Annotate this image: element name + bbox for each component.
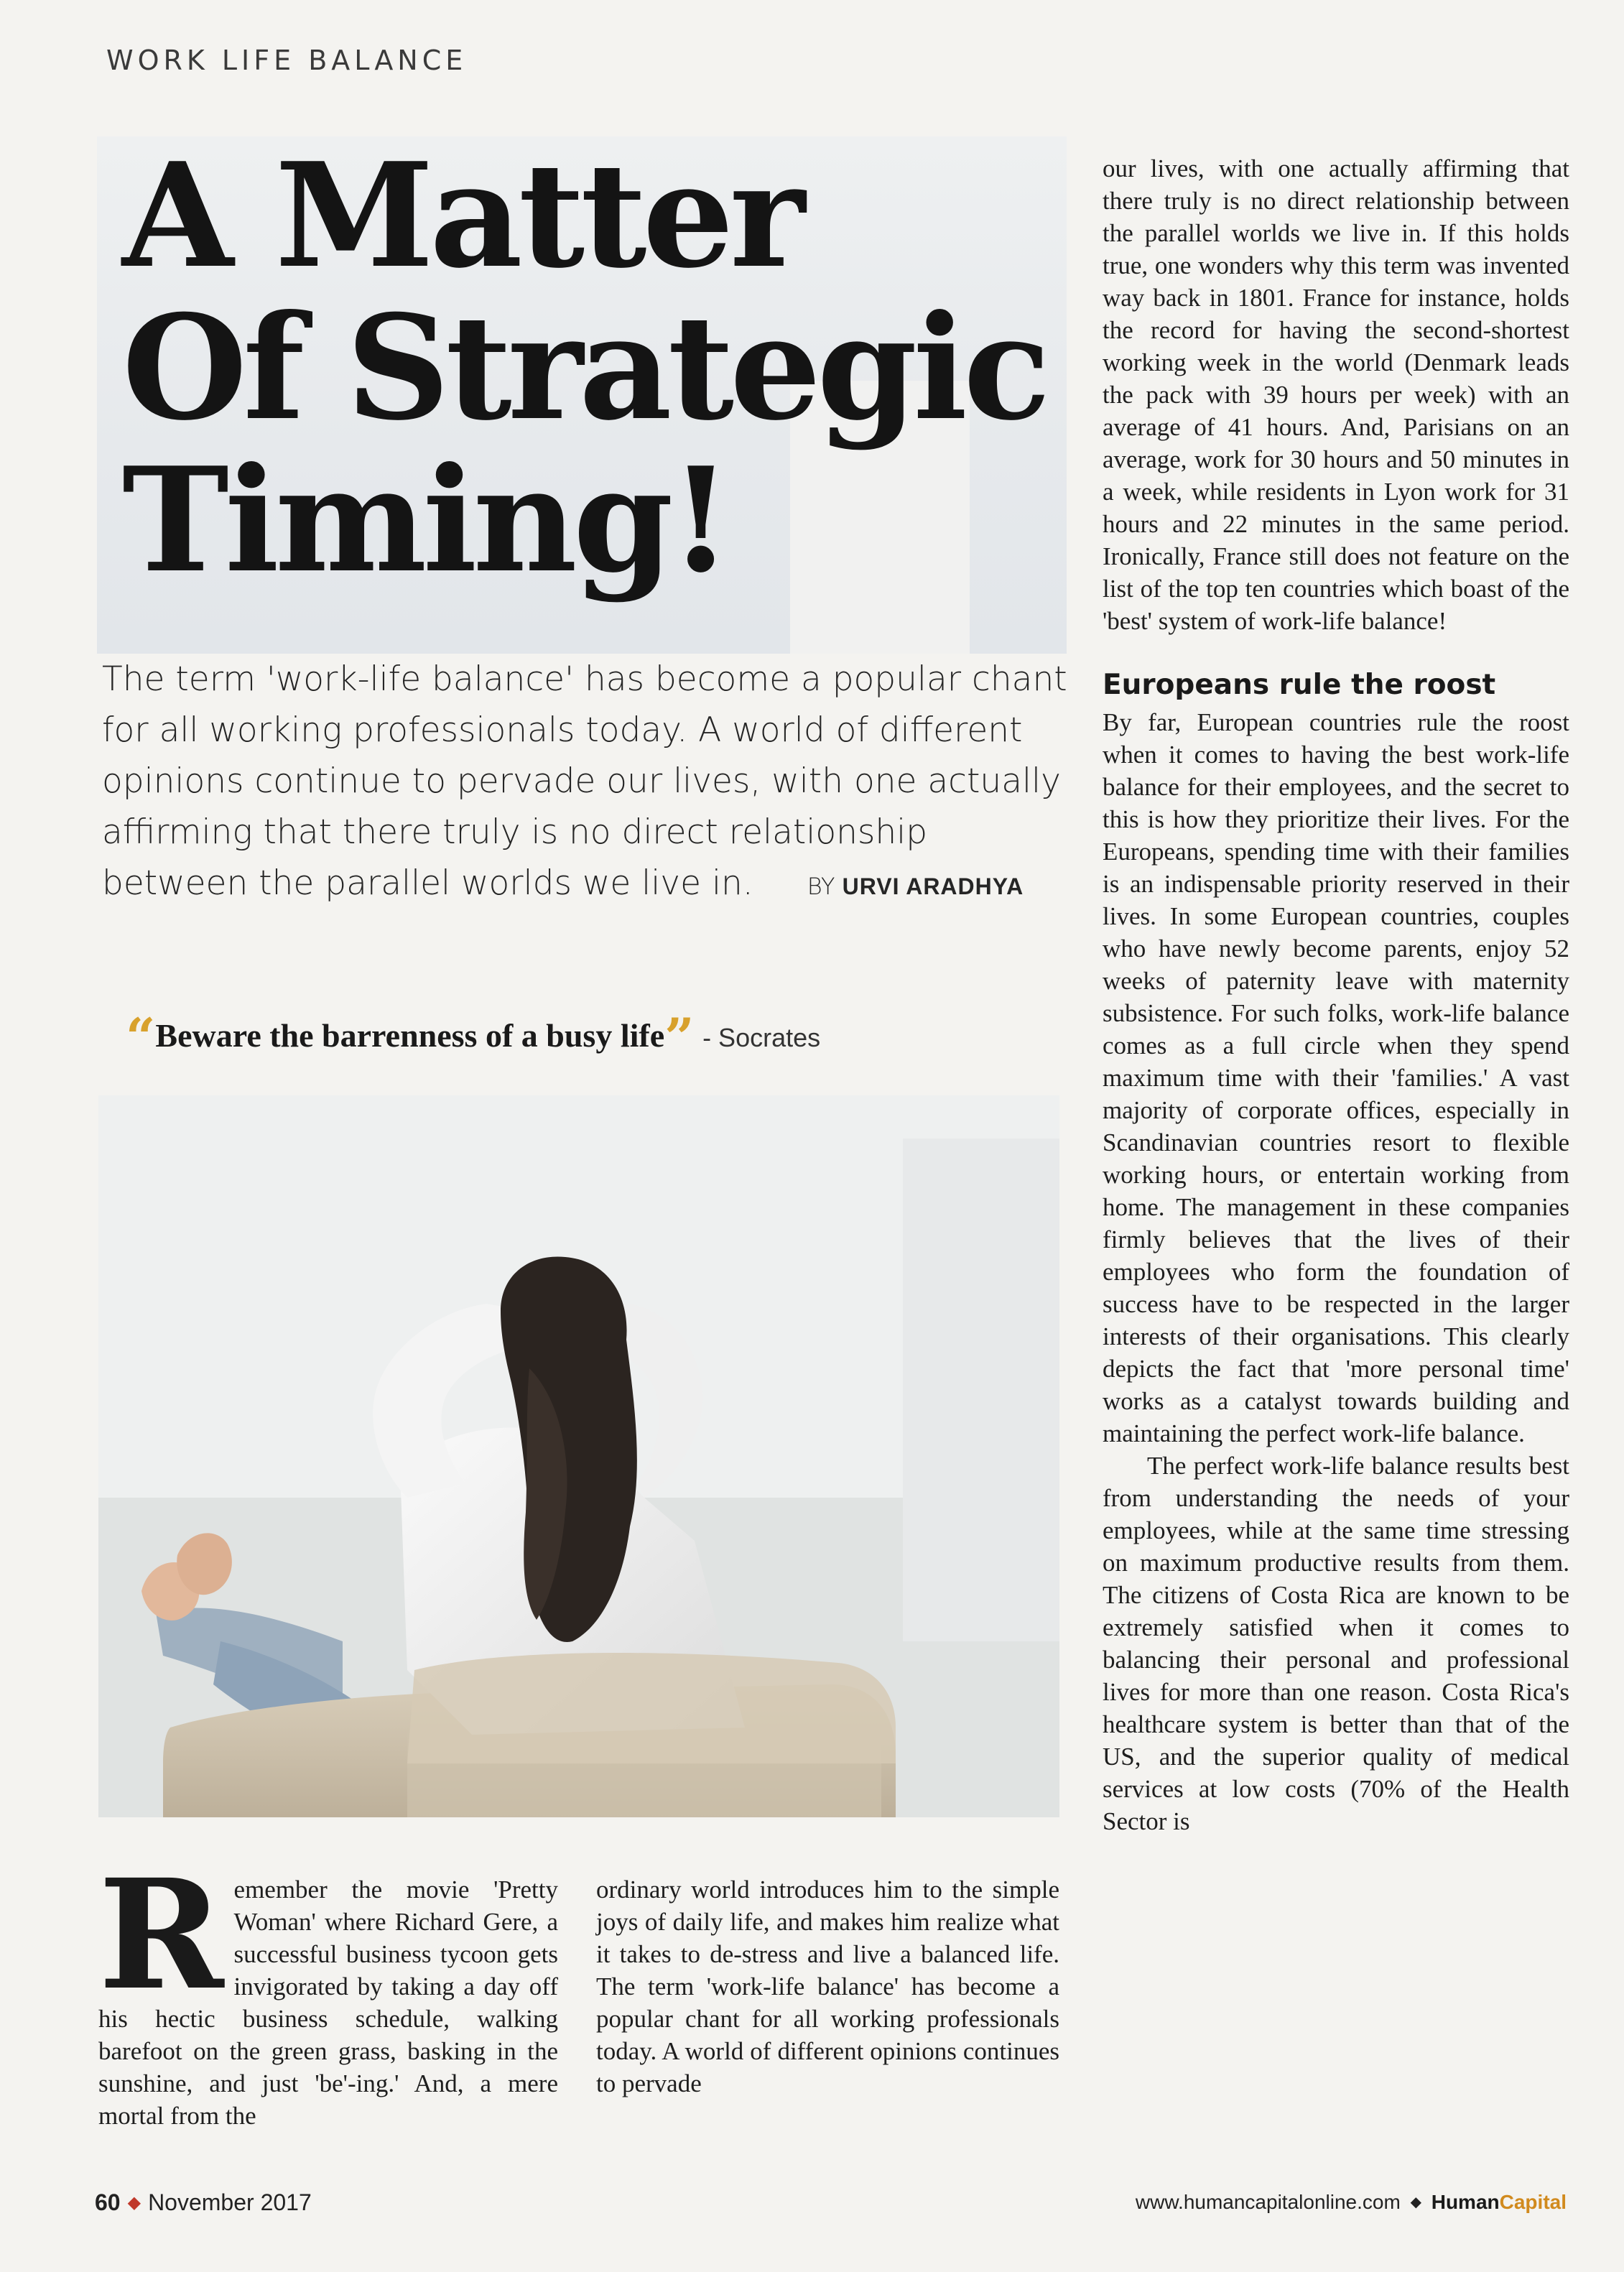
column-1-text: emember the movie 'Pretty Woman' where Richard Gere, a successful business tycoon gets invigorated by taking a day off his hectic business schedule, walking barefoot on the green grass, basking in the sunshine, and just 'be'-ing.' And, a mere mortal from the bbox=[98, 1875, 558, 2130]
pull-quote bbox=[126, 1006, 1081, 1067]
folio bbox=[95, 2189, 312, 2216]
title-line-2: Of Strategic bbox=[122, 284, 1047, 453]
drop-cap: R bbox=[98, 1846, 224, 2023]
brand-logo-part-2: Capital bbox=[1499, 2191, 1567, 2213]
article-column-2 bbox=[596, 1873, 1059, 2100]
lede-text: The term 'work-life balance' has become a popular chant for all working professionals today. A world of different opinions continue to pervade our lives, with one actually affirming that there truly is no direct relationship between the parallel worlds we live in. bbox=[102, 659, 1067, 903]
title-line-1: A Matter bbox=[122, 131, 802, 300]
lede bbox=[102, 654, 1072, 912]
footer-brand bbox=[1136, 2191, 1567, 2214]
diamond-icon: ◆ bbox=[127, 2193, 141, 2212]
section-label: WORK LIFE BALANCE bbox=[106, 45, 468, 76]
column-3-paragraph-1: our lives, with one actually affirming that there truly is no direct relationship between the parallel worlds we live in. If this holds true, one wonders why this term was invented way back in 1801. France for instance, holds the record for having the second-shortest working week in the world (Denmark leads the pack with 39 hours per week) with an average of 41 hours. And, Parisians on an average, work for 30 hours and 50 minutes in a week, while residents in Lyon work for 31 hours and 22 minutes in the same period. Ironically, France still does not feature on the list of the top ten countries which boast of the 'best' system of work-life balance! bbox=[1103, 154, 1569, 635]
woman-relaxing-illustration bbox=[98, 1095, 1059, 1817]
byline bbox=[807, 873, 1024, 900]
article-column-3 bbox=[1103, 152, 1569, 1837]
subheading: Europeans rule the roost bbox=[1103, 669, 1496, 701]
quote-text: Beware the barrenness of a busy life bbox=[155, 1017, 665, 1054]
issue-date: November 2017 bbox=[148, 2189, 312, 2215]
quote-attribution: - Socrates bbox=[702, 1023, 821, 1052]
column-2-text: ordinary world introduces him to the simple joys of daily life, and makes him realize what it takes to de-stress and live a balanced life. The term 'work-life balance' has become a popular chant for all working professionals today. A world of different opinions continues to pervade bbox=[596, 1875, 1059, 2097]
diamond-icon: ◆ bbox=[1410, 2194, 1421, 2210]
close-quote-mark: ” bbox=[664, 1006, 695, 1067]
website-url[interactable]: www.humancapitalonline.com bbox=[1135, 2191, 1401, 2213]
hero-photo bbox=[98, 1095, 1059, 1817]
title-line-3: Timing! bbox=[122, 436, 728, 605]
column-3-paragraph-3: The perfect work-life balance results best from understanding the needs of your employees, while at the same time stressing on maximum productive results from them. The citizens of Costa Rica are known to be extremely satisfied when it comes to balancing their personal and professional lives for more than one reason. Costa Rica's healthcare system is better than that of the US, and the superior quality of medical services at low costs (70% of the Health Sector is bbox=[1103, 1452, 1569, 1835]
article-column-1 bbox=[98, 1846, 558, 2132]
byline-prefix: BY bbox=[807, 873, 835, 900]
column-3-paragraph-2: By far, European countries rule the roost when it comes to having the best work-life balance for their employees, and the secret to this is how they prioritize their lives. For the Europeans, spending time with their families is an indispensable priority reserved in their lives. In some European countries, couples who have newly become parents, enjoy 52 weeks of paternity leave with maternity subsistence. For such folks, work-life balance comes as a full circle when they spend maximum time with their 'families.' A vast majority of corporate offices, especially in Scandinavian countries resort to flexible working hours, or entertain working from home. The management in these companies firmly believes that the lives of their employees who form the foundation of success have to be respected in the larger interests of their organisations. This clearly depicts the fact that 'more personal time' works as a catalyst towards building and maintaining the perfect work-life balance. bbox=[1103, 708, 1569, 1447]
article-title bbox=[122, 131, 1047, 605]
author-name: URVI ARADHYA bbox=[842, 873, 1024, 899]
brand-logo-part-1: Human bbox=[1431, 2191, 1500, 2213]
page-number: 60 bbox=[95, 2189, 121, 2215]
open-quote-mark: “ bbox=[126, 1006, 156, 1067]
